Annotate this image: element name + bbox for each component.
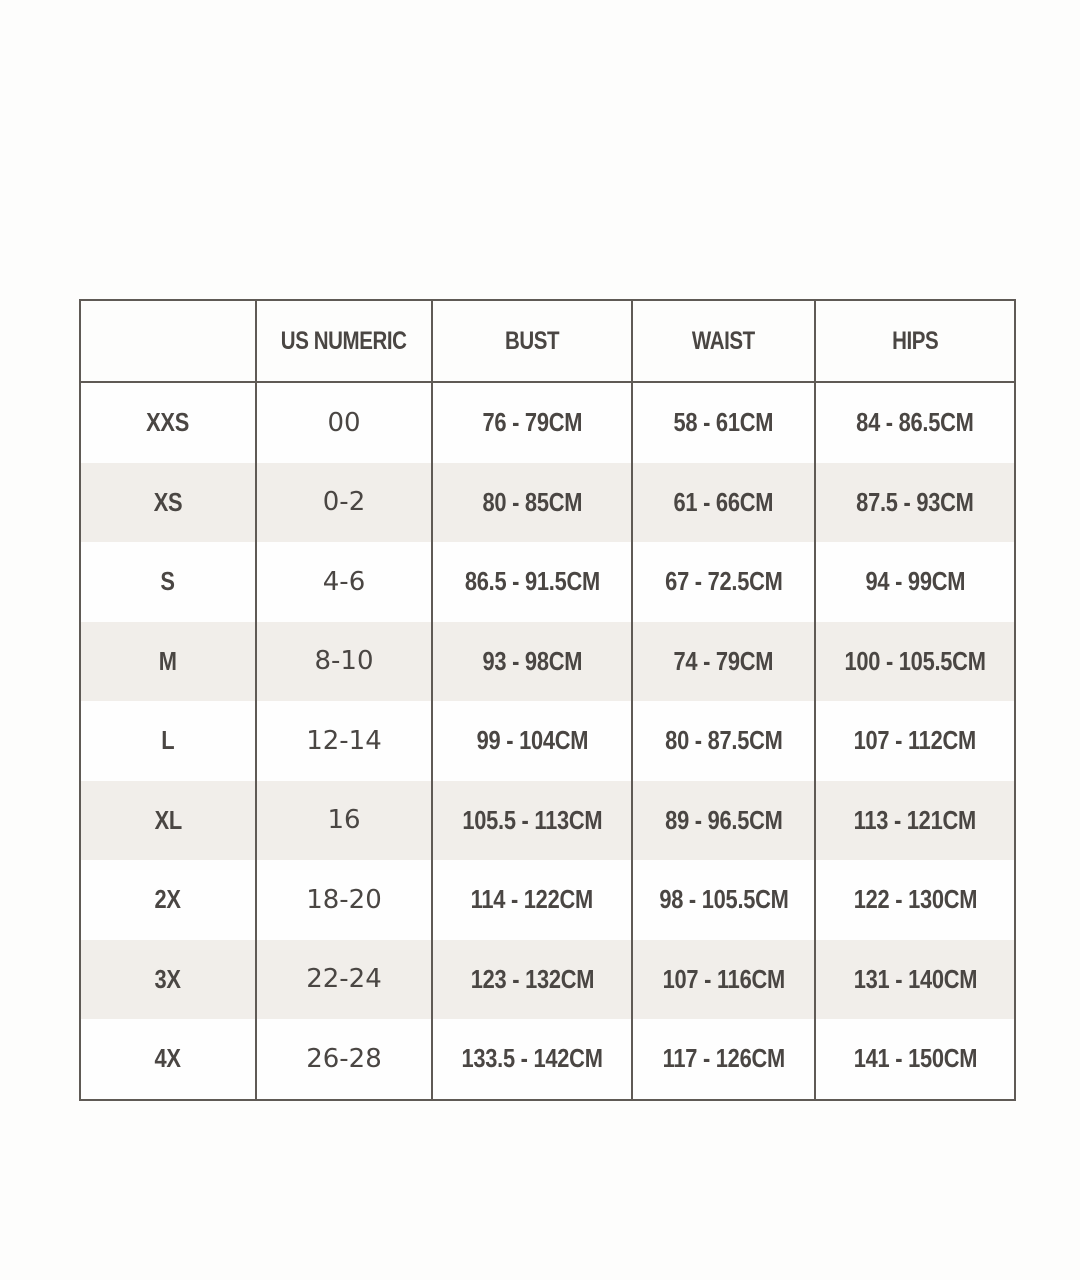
header-us-numeric: US NUMERIC <box>256 300 432 382</box>
table-row <box>80 382 1015 463</box>
table-row <box>80 701 1015 781</box>
waist-cell: 61 - 66CM <box>632 463 815 543</box>
us-numeric-cell: 4-6 <box>256 542 432 622</box>
bust-cell: 99 - 104CM <box>432 701 632 781</box>
size-chart-table <box>79 299 1016 1101</box>
hips-cell: 113 - 121CM <box>815 781 1015 861</box>
hips-cell: 107 - 112CM <box>815 701 1015 781</box>
waist-cell: 98 - 105.5CM <box>632 860 815 940</box>
us-numeric-cell: 22-24 <box>256 940 432 1020</box>
waist-cell: 89 - 96.5CM <box>632 781 815 861</box>
size-label: M <box>80 622 256 702</box>
us-numeric-cell: 0-2 <box>256 463 432 543</box>
header-size <box>80 300 256 382</box>
table-row <box>80 1019 1015 1100</box>
bust-cell: 93 - 98CM <box>432 622 632 702</box>
size-label: 2X <box>80 860 256 940</box>
hips-cell: 122 - 130CM <box>815 860 1015 940</box>
header-hips: HIPS <box>815 300 1015 382</box>
table-row <box>80 940 1015 1020</box>
size-label: XS <box>80 463 256 543</box>
us-numeric-cell: 18-20 <box>256 860 432 940</box>
size-label: XXS <box>80 382 256 463</box>
table-row <box>80 542 1015 622</box>
us-numeric-cell: 16 <box>256 781 432 861</box>
hips-cell: 131 - 140CM <box>815 940 1015 1020</box>
hips-cell: 94 - 99CM <box>815 542 1015 622</box>
us-numeric-cell: 8-10 <box>256 622 432 702</box>
waist-cell: 58 - 61CM <box>632 382 815 463</box>
us-numeric-cell: 26-28 <box>256 1019 432 1100</box>
header-row <box>80 300 1015 382</box>
size-label: 3X <box>80 940 256 1020</box>
bust-cell: 105.5 - 113CM <box>432 781 632 861</box>
hips-cell: 141 - 150CM <box>815 1019 1015 1100</box>
bust-cell: 123 - 132CM <box>432 940 632 1020</box>
waist-cell: 74 - 79CM <box>632 622 815 702</box>
bust-cell: 133.5 - 142CM <box>432 1019 632 1100</box>
hips-cell: 87.5 - 93CM <box>815 463 1015 543</box>
size-rows <box>80 382 1015 1100</box>
header-waist: WAIST <box>632 300 815 382</box>
us-numeric-cell: 12-14 <box>256 701 432 781</box>
bust-cell: 86.5 - 91.5CM <box>432 542 632 622</box>
waist-cell: 107 - 116CM <box>632 940 815 1020</box>
bust-cell: 76 - 79CM <box>432 382 632 463</box>
size-label: XL <box>80 781 256 861</box>
table-row <box>80 860 1015 940</box>
hips-cell: 84 - 86.5CM <box>815 382 1015 463</box>
waist-cell: 80 - 87.5CM <box>632 701 815 781</box>
size-label: S <box>80 542 256 622</box>
size-label: 4X <box>80 1019 256 1100</box>
bust-cell: 114 - 122CM <box>432 860 632 940</box>
size-label: L <box>80 701 256 781</box>
waist-cell: 67 - 72.5CM <box>632 542 815 622</box>
waist-cell: 117 - 126CM <box>632 1019 815 1100</box>
us-numeric-cell: 00 <box>256 382 432 463</box>
table-row <box>80 622 1015 702</box>
header-bust: BUST <box>432 300 632 382</box>
table-row <box>80 463 1015 543</box>
bust-cell: 80 - 85CM <box>432 463 632 543</box>
table-row <box>80 781 1015 861</box>
hips-cell: 100 - 105.5CM <box>815 622 1015 702</box>
